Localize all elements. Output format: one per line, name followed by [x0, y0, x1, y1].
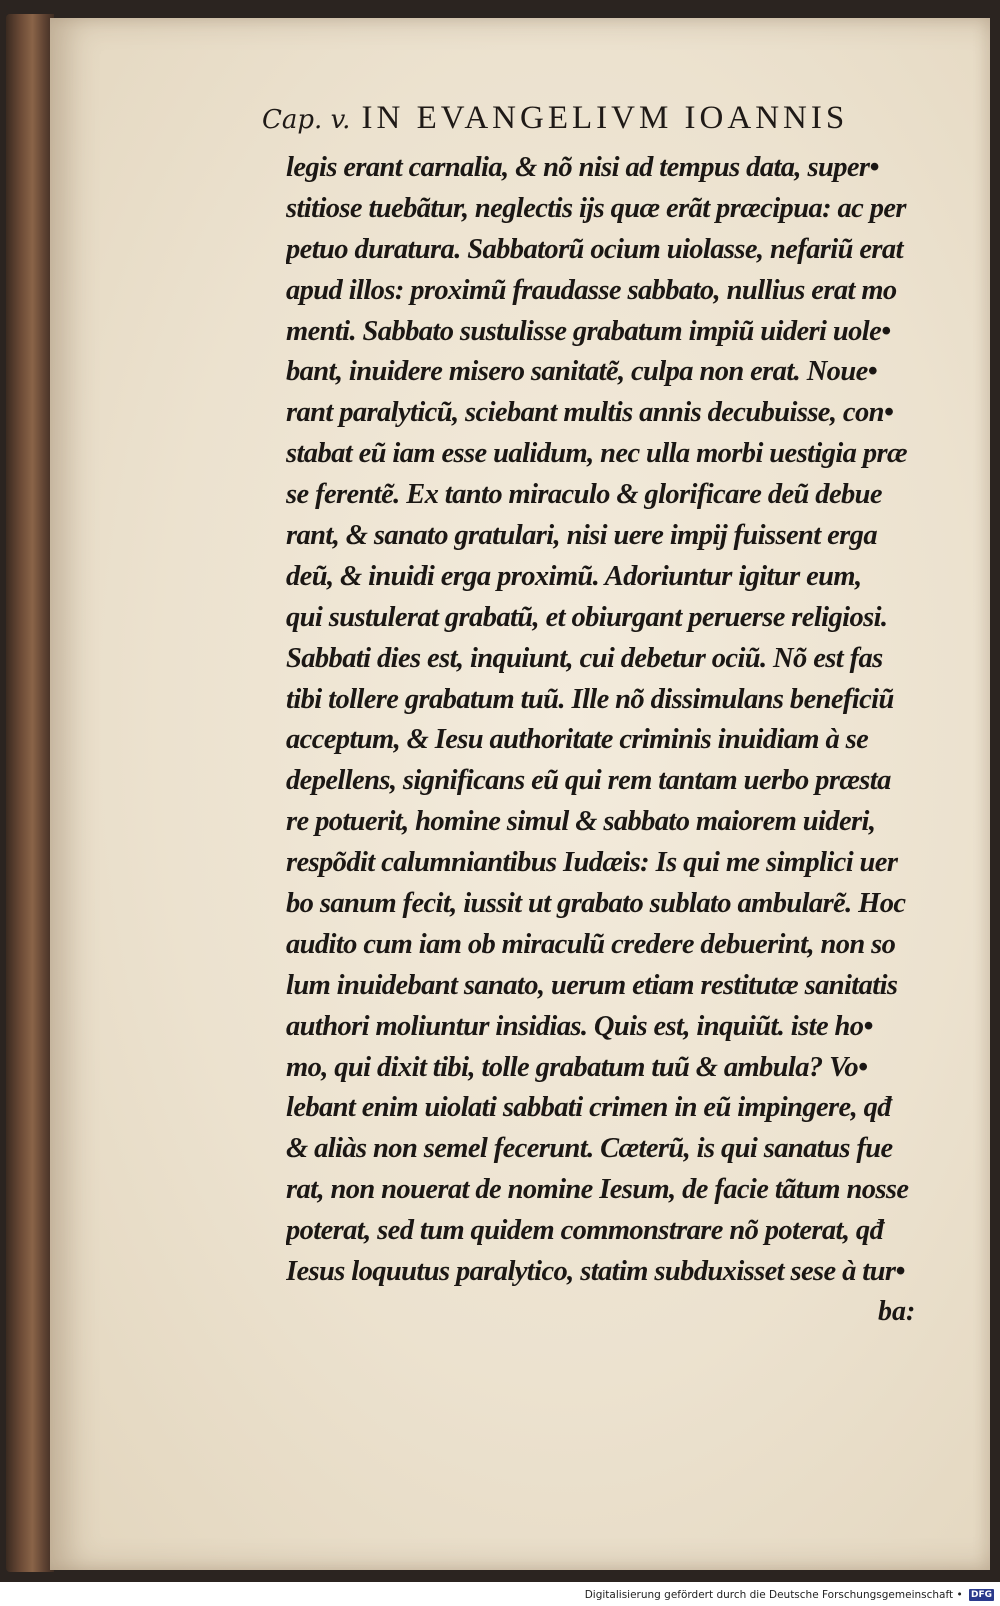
text-line: stitiose tuebãtur, neglectis ijs quæ erãt præcipua: ac per: [286, 192, 906, 224]
text-line: deũ, & inuidi erga proximũ. Adoriuntur igitur eum,: [286, 560, 862, 592]
text-line: menti. Sabbato sustulisse grabatum impiũ uideri uole•: [286, 315, 891, 347]
running-title: IN EVANGELIVM IOANNIS: [361, 100, 849, 136]
text-line: acceptum, & Iesu authoritate criminis inuidiam à se: [286, 724, 869, 756]
text-line: Sabbati dies est, inquiunt, cui debetur ociũ. Nõ est fas: [286, 642, 883, 674]
text-line: bo sanum fecit, iussit ut grabato sublato ambularẽ. Hoc: [286, 888, 906, 920]
text-line: audito cum iam ob miraculũ credere debuerint, non so: [286, 928, 896, 960]
text-line: petuo duratura. Sabbatorũ ocium uiolasse, nefariũ erat: [286, 233, 903, 265]
dfg-credit: [585, 1589, 994, 1601]
dfg-credit-text: Digitalisierung gefördert durch die Deutsche Forschungsgemeinschaft •: [584, 1589, 963, 1601]
text-line: legis erant carnalia, & nõ nisi ad tempus data, super•: [286, 152, 879, 183]
text-line: tibi tollere grabatum tuũ. Ille nõ dissimulans beneficiũ: [286, 683, 894, 715]
text-line: rant, & sanato gratulari, nisi uere impij fuissent erga: [286, 520, 877, 552]
page-header: [262, 100, 902, 144]
text-line: lum inuidebant sanato, uerum etiam restitutæ sanitatis: [286, 969, 898, 1001]
text-line: se ferentẽ. Ex tanto miraculo & glorificare deũ debue: [286, 479, 882, 511]
text-line: respõdit calumniantibus Iudæis: Is qui me simplici uer: [286, 847, 898, 879]
text-line: qui sustulerat grabatũ, et obiurgant peruerse religiosi.: [286, 601, 888, 633]
body-text: [286, 148, 936, 1293]
book-binding-edge: [6, 14, 54, 1572]
text-line: Iesus loquutus paralytico, statim subduxisset sese à tur•: [286, 1256, 905, 1288]
text-line: & aliàs non semel fecerunt. Cæterũ, is qui sanatus fue: [286, 1133, 893, 1165]
text-line: poterat, sed tum quidem commonstrare nõ poterat, qđ: [286, 1215, 884, 1247]
text-line: apud illos: proximũ fraudasse sabbato, nullius erat mo: [286, 274, 897, 306]
text-line: rat, non nouerat de nomine Iesum, de facie tãtum nosse: [286, 1174, 909, 1206]
catchword: ba:: [878, 1296, 916, 1327]
text-line: authori moliuntur insidias. Quis est, inquiũt. iste ho•: [286, 1010, 873, 1042]
text-line: lebant enim uiolati sabbati crimen in eũ impingere, qđ: [286, 1092, 891, 1124]
text-line: re potuerit, homine simul & sabbato maiorem uideri,: [286, 806, 876, 838]
text-line: bant, inuidere misero sanitatẽ, culpa non erat. Noue•: [286, 356, 877, 388]
text-line: rant paralyticũ, sciebant multis annis decubuisse, con•: [286, 397, 894, 429]
text-line: depellens, significans eũ qui rem tantam uerbo præsta: [286, 765, 891, 797]
text-line: mo, qui dixit tibi, tolle grabatum tuũ & ambula? Vo•: [286, 1051, 868, 1083]
text-line: stabat eũ iam esse ualidum, nec ulla morbi uestigia præ: [286, 438, 907, 470]
chapter-label: Cap. v.: [262, 105, 351, 135]
dfg-logo-icon: DFG: [970, 1590, 992, 1600]
